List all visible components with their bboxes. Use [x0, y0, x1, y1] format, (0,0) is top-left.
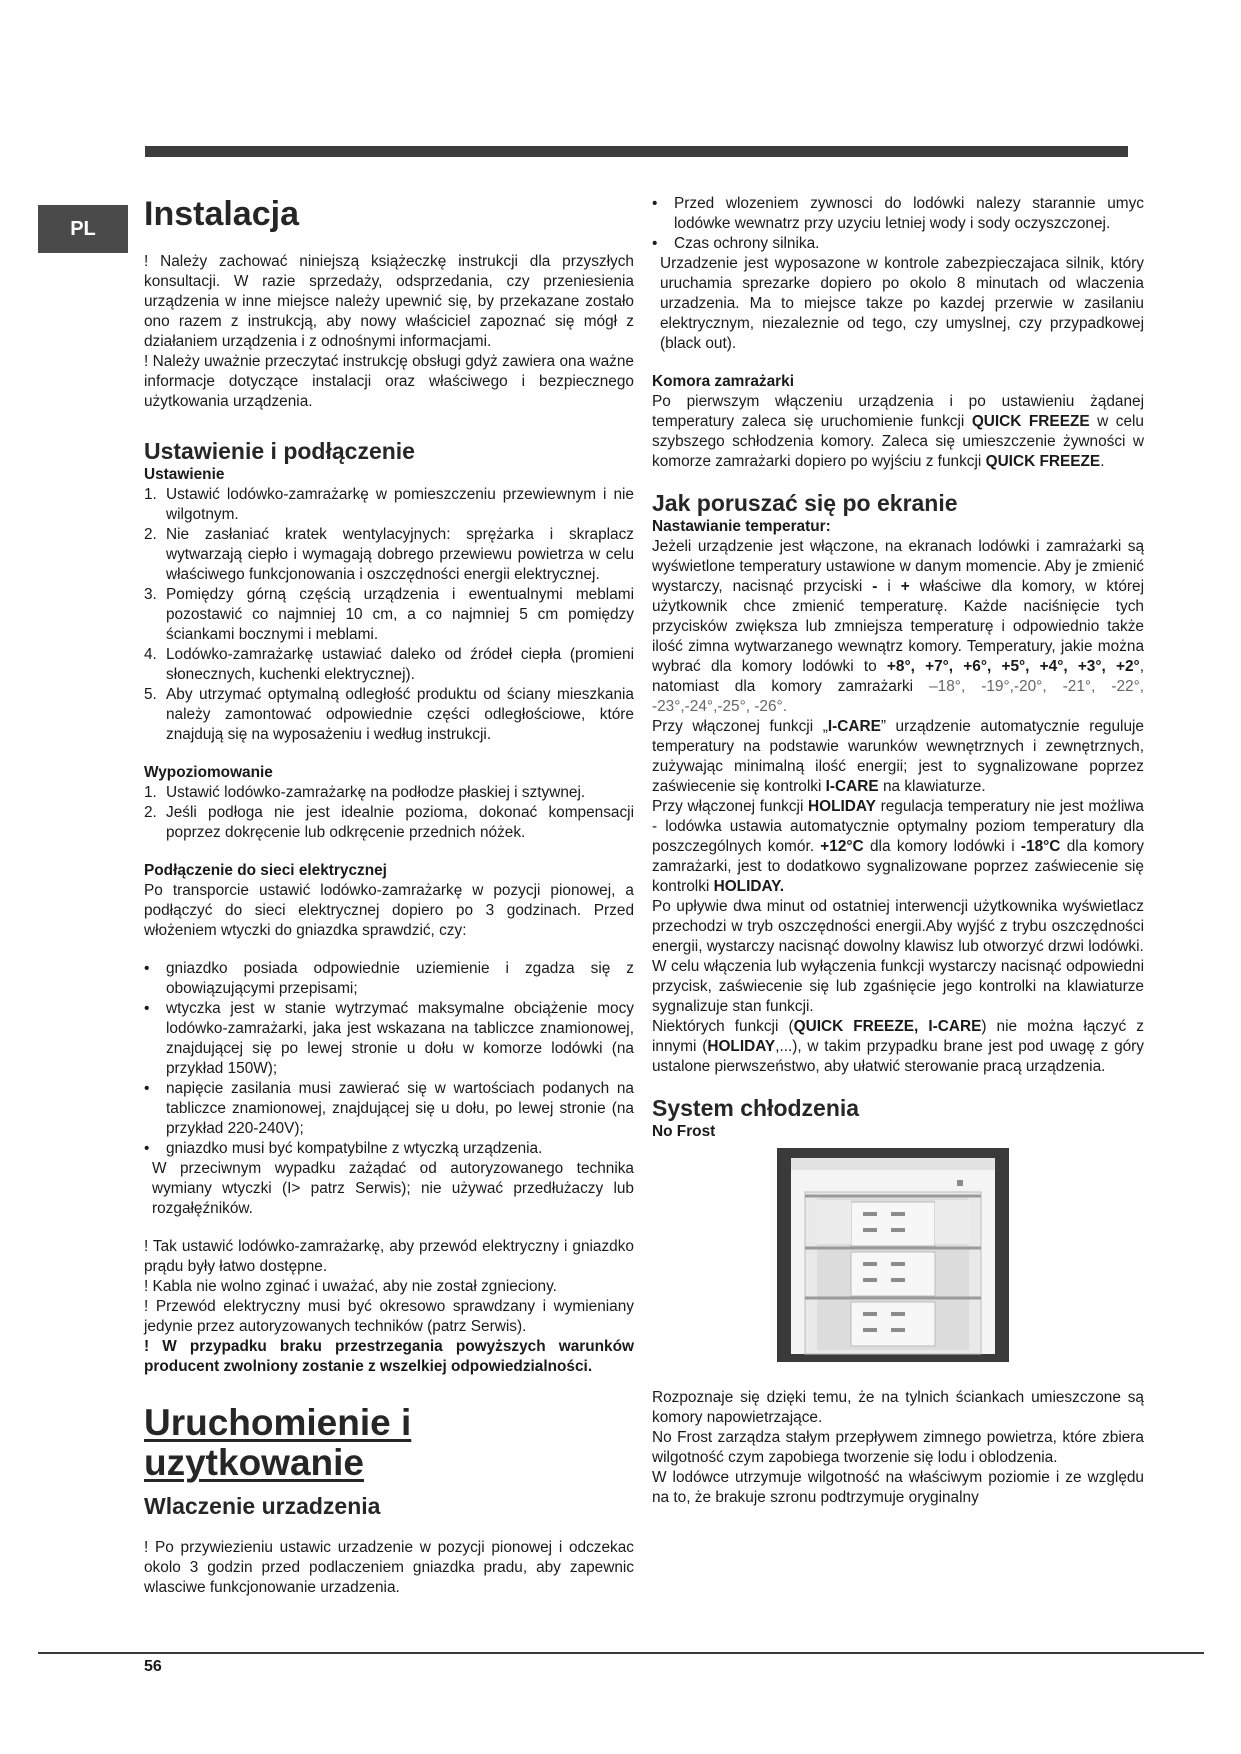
- no-frost-text-3: W lodówce utrzymuje wilgotność na właściwym poziomie i ze względu na to, że brakuje szronu podtrzymuje oryginalny: [652, 1469, 1144, 1506]
- chapter-title-uruchomienie: Uruchomienie i uzytkowanie: [144, 1402, 412, 1483]
- list-item: 1. Ustawić lodówko-zamrażarkę w pomieszczeniu przewiewnym i nie wilgotnym.: [144, 486, 634, 523]
- list-item: 5. Aby utrzymać optymalną odległość produktu od ściany mieszkania należy zamontować odpowiednie części odległościowe, które znajdują się na wyposażeniu i według instrukcji.: [144, 686, 634, 743]
- subheading-wypoziomowanie: Wypoziomowanie: [144, 764, 273, 781]
- list-item: • Czas ochrony silnika.: [652, 235, 820, 252]
- section-title-ekran: Jak poruszać się po ekranie: [652, 490, 958, 516]
- subheading-komora: Komora zamrażarki: [652, 373, 794, 390]
- list-item: • gniazdko posiada odpowiednie uziemienie i zgadza się z obowiązującymi przepisami;: [144, 960, 634, 997]
- komora-text: Po pierwszym włączeniu urządzenia i po ustawieniu żądanej temperatury zaleca się uruchomienie funkcji QUICK FREEZE w celu szybszego schłodzenia komory. Zaleca się umieszczenie żywności w komorze zamrażarki dopiero po wyjściu z funkcji QUICK FREEZE.: [652, 393, 1144, 470]
- list-item: 3. Pomiędzy górną częścią urządzenia i ewentualnymi meblami pozostawić co najmniej 10 cm, a co najmniej 5 cm pomiędzy ściankami bocznymi i meblami.: [144, 586, 634, 643]
- list-item: 4. Lodówko-zamrażarkę ustawiać daleko od źródeł ciepła (promieni słonecznych, kuchenki elektrycznej).: [144, 646, 634, 683]
- left-column: [144, 194, 634, 1598]
- footer-rule: [38, 1652, 1204, 1654]
- chapter-title-instalacja: Instalacja: [144, 195, 299, 233]
- wlaczenie-text: ! Po przywiezieniu ustawic urzadzenie w pozycji pionowej i odczekac okolo 3 godzin przed podlaczeniem gniazdka pradu, aby zapewnic wlasciwe funkcjonowanie urzadzenia.: [144, 1539, 634, 1596]
- subheading-nastawianie: Nastawianie temperatur:: [652, 518, 831, 535]
- functions-priority-text: Niektórych funkcji (QUICK FREEZE, I-CARE) nie można łączyć z innymi (HOLIDAY,...), w takim przypadku brane jest pod uwagę z góry ustalone pierwszeństwo, aby ułatwić sterowanie pracą urządzenia.: [652, 1018, 1145, 1075]
- page-number: 56: [144, 1658, 162, 1675]
- fridge-interior-icon: [777, 1148, 1009, 1362]
- list-item: 2. Nie zasłaniać kratek wentylacyjnych: sprężarka i skraplacz wytwarzają ciepło i wymagają dobrego przewiewu powietrza w celu właściwego funkcjonowania i oszczędności energii elektrycznej.: [144, 526, 634, 583]
- holiday-text: Przy włączonej funkcji HOLIDAY regulacja temperatury nie jest możliwa - lodówka ustawia automatycznie optymalny poziom temperatury dla poszczególnych komór. +12°C dla komory lodówki i -18°C dla komory zamrażarki, jest to dodatkowo sygnalizowane poprzez zaświecenie się kontrolki HOLIDAY.: [652, 798, 1145, 895]
- section-title-system-chlodzenia: System chłodzenia: [652, 1095, 860, 1121]
- language-tab: PL: [38, 205, 128, 253]
- nastawianie-text: Jeżeli urządzenie jest włączone, na ekranach lodówki i zamrażarki są wyświetlone temperatury ustawione w danym momencie. Aby je zmienić wystarczy, nacisnąć przyciski - i + właściwe dla komory, w której użytkownik chce zmienić temperaturę. Każde naciśnięcie tych przycisków zwiększa lub zmniejsza temperaturę i odpowiednio także ilość zimna wytwarzanego wewnątrz komory. Temperatury, jakie można wybrać dla komory lodówki to +8°, +7°, +6°, +5°, +4°, +3°, +2°, natomiast dla komory zamrażarki –18°, -19°,-20°, -21°, -22°, -23°,-24°,-25°, -26°.: [652, 538, 1145, 715]
- warning-2: ! Kabla nie wolno zginać i uważać, aby nie został zgnieciony.: [144, 1278, 557, 1295]
- list-item: • napięcie zasilania musi zawierać się w wartościach podanych na tabliczce znamionowej, znajdującej się u dołu, po lewej stronie (na przykład 220-240V);: [144, 1080, 634, 1137]
- checklist: [144, 959, 634, 1159]
- warning-3: ! Przewód elektryczny musi być okresowo sprawdzany i wymieniany jedynie przez autoryzowanych techników (patrz Serwis).: [144, 1298, 634, 1335]
- intro-paragraph-1: ! Należy zachować niniejszą książeczkę instrukcji dla przyszłych konsultacji. W razie sprzedaży, odsprzedania, czy przeniesienia urządzenia w inne miejsce należy upewnić się, by przekazane zostało ono razem z instrukcją, aby nowy właściciel zapoznać się mógł z działaniem urządzenia i z odnośnymi informacjami.: [144, 253, 634, 350]
- icare-text: Przy włączonej funkcji „I-CARE” urządzenie automatycznie reguluje temperatury na podstawie warunków wewnętrznych i zewnętrznych, zużywając minimalną ilość energii; jest to sygnalizowane poprzez zaświecenie się kontrolki I-CARE na klawiaturze.: [652, 718, 1144, 795]
- functions-toggle-text: W celu włączenia lub wyłączenia funkcji wystarczy nacisnąć odpowiedni przycisk, zaświecenie się lub zgaśnięcie jego kontrolki na klawiaturze sygnalizuje stan funkcji.: [652, 958, 1144, 1015]
- cleaning-list: [652, 194, 1144, 254]
- w-przeciwnym-text: W przeciwnym wypadku zażądać od autoryzowanego technika wymiany wtyczki (I> patrz Serwis); nie używać przedłużaczy lub rozgałęźników.: [152, 1160, 634, 1217]
- section-title-wlaczenie: Wlaczenie urzadzenia: [144, 1493, 381, 1519]
- no-frost-text-2: No Frost zarządza stałym przepływem zimnego powietrza, które zbiera wilgotność czym zapobiega tworzenie się lodu i oblodzenia.: [652, 1429, 1144, 1466]
- list-item: 1. Ustawić lodówko-zamrażarkę na podłodze płaskiej i sztywnej.: [144, 784, 586, 801]
- list-item: • Przed wlozeniem zywnosci do lodówki nalezy starannie umyc lodówke wewnatrz przy uzyciu letniej wody i sody oczyszczonej.: [652, 195, 1144, 232]
- warning-1: ! Tak ustawić lodówko-zamrażarkę, aby przewód elektryczny i gniazdko prądu były łatwo dostępne.: [144, 1238, 634, 1275]
- warning-4: ! W przypadku braku przestrzegania powyższych warunków producent zwolniony zostanie z wszelkiej odpowiedzialności.: [144, 1338, 634, 1375]
- no-frost-figure: [777, 1148, 1009, 1362]
- section-title-ustawienie-podlaczenie: Ustawienie i podłączenie: [144, 438, 415, 464]
- intro-paragraph-2: ! Należy uważnie przeczytać instrukcję obsługi gdyż zawiera ona ważne informacje dotyczące instalacji oraz właściwego i bezpiecznego użytkowania urządzenia.: [144, 353, 634, 410]
- subheading-ustawienie: Ustawienie: [144, 466, 225, 483]
- subheading-podlaczenie: Podłączenie do sieci elektrycznej: [144, 862, 387, 879]
- wypoziomowanie-list: [144, 783, 634, 843]
- list-item: • wtyczka jest w stanie wytrzymać maksymalne obciążenie mocy lodówko-zamrażarki, jaka jest wskazana na tabliczce znamionowej, znajdującej się po lewej stronie u dołu w komorze lodówki (na przykład 150W);: [144, 1000, 634, 1077]
- right-column: [652, 194, 1144, 1508]
- motor-protection-text: Urzadzenie jest wyposazone w kontrole zabezpieczajaca silnik, który uruchamia sprezarke dopiero po okolo 8 minutach od wlaczenia urzadzenia. Ma to miejsce takze po kazdej przerwie w zasilaniu elektrycznym, niezaleznie od tego, czy umyslnej, czy przypadkowej (black out).: [660, 255, 1144, 352]
- subheading-no-frost: No Frost: [652, 1123, 716, 1140]
- ustawienie-list: [144, 485, 634, 745]
- list-item: 2. Jeśli podłoga nie jest idealnie pozioma, dokonać kompensacji poprzez dokręcenie lub odkręcenie przednich nóżek.: [144, 804, 634, 841]
- list-item: • gniazdko musi być kompatybilne z wtyczką urządzenia.: [144, 1140, 543, 1157]
- energy-saving-text: Po upływie dwa minut od ostatniej interwencji użytkownika wyświetlacz przechodzi w tryb oszczędności energii.Aby wyjść z trybu oszczędności energii, wystarczy nacisnąć dowolny klawisz lub otworzyć drzwi lodówki.: [652, 898, 1144, 955]
- no-frost-text-1: Rozpoznaje się dzięki temu, że na tylnich ściankach umieszczone są komory napowietrzające.: [652, 1389, 1144, 1426]
- podlaczenie-text: Po transporcie ustawić lodówko-zamrażarkę w pozycji pionowej, a podłączyć do sieci elektrycznej dopiero po 3 godzinach. Przed włożeniem wtyczki do gniazdka sprawdzić, czy:: [144, 882, 634, 939]
- header-bar: [145, 146, 1128, 157]
